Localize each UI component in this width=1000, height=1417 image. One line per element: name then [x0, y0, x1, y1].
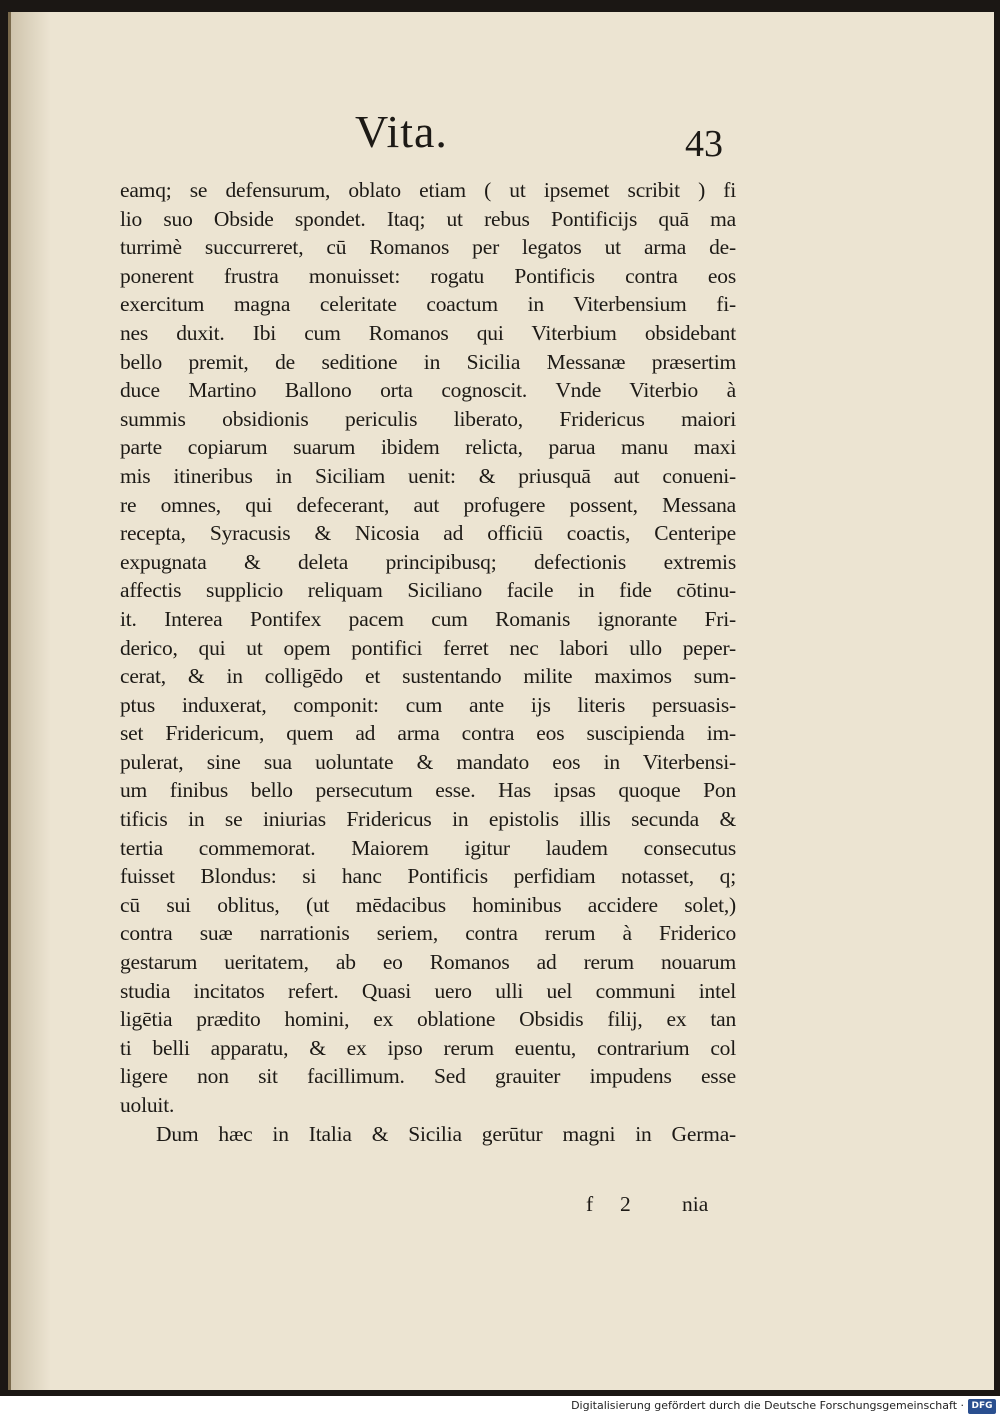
text-line: fuisset Blondus: si hanc Pontificis perfidiam notasset, q;: [120, 864, 736, 889]
running-head: Vita.: [355, 106, 448, 157]
text-line: gestarum ueritatem, ab eo Romanos ad rerum nouarum: [120, 950, 736, 975]
text-line: exercitum magna celeritate coactum in Viterbensium fi-: [120, 292, 736, 317]
text-line: tertia commemorat. Maiorem igitur laudem consecutus: [120, 835, 736, 860]
text-line: duce Martino Ballono orta cognoscit. Vnde Viterbio à: [120, 378, 736, 403]
text-line: turrimè succurreret, cū Romanos per legatos ut arma de-: [120, 235, 736, 260]
text-line: um finibus bello persecutum esse. Has ipsas quoque Pon: [120, 778, 736, 803]
text-line: cerat, & in colligēdo et sustentando milite maximos sum-: [120, 664, 736, 689]
text-line: contra suæ narrationis seriem, contra rerum à Friderico: [120, 921, 736, 946]
text-line: nes duxit. Ibi cum Romanos qui Viterbium obsidebant: [120, 320, 736, 345]
gutter-shadow: [11, 12, 51, 1390]
text-line: Dum hæc in Italia & Sicilia gerūtur magni in Germa-: [156, 1121, 736, 1146]
text-line: recepta, Syracusis & Nicosia ad officiū coactis, Centeripe: [120, 521, 736, 546]
text-line: pulerat, sine sua uoluntate & mandato eos in Viterbensi-: [120, 749, 736, 774]
funding-credit: Digitalisierung gefördert durch die Deutsche Forschungsgemeinschaft ·: [571, 1399, 964, 1412]
text-line: lio suo Obside spondet. Itaq; ut rebus Pontificijs quā ma: [120, 206, 736, 231]
text-line: tificis in se iniurias Fridericus in epistolis illis secunda &: [120, 807, 736, 832]
signature-number: 2: [620, 1192, 631, 1216]
text-line: bello premit, de seditione in Sicilia Messanæ præsertim: [120, 349, 736, 374]
signature-mark: f: [586, 1192, 594, 1216]
text-line: ponerent frustra monuisset: rogatu Pontificis contra eos: [120, 263, 736, 288]
text-line: ptus induxerat, componit: cum ante ijs literis persuasis-: [120, 692, 736, 717]
text-line: parte copiarum suarum ibidem relicta, parua manu maxi: [120, 435, 736, 460]
text-line: derico, qui ut opem pontifici ferret nec labori ullo peper-: [120, 635, 736, 660]
catchword: nia: [682, 1192, 709, 1216]
text-line: eamq; se defensurum, oblato etiam ( ut ipsemet scribit ) fi: [120, 178, 736, 202]
text-line: ligere non sit facillimum. Sed grauiter impudens esse: [120, 1064, 736, 1089]
text-line: ligētia prædito homini, ex oblatione Obsidis filij, ex tan: [120, 1007, 736, 1032]
text-block: [120, 176, 736, 1148]
text-line: affectis supplicio reliquam Siciliano facile in fide cōtinu-: [120, 578, 736, 603]
text-line: mis itineribus in Siciliam uenit: & priusquā aut conueni-: [120, 463, 736, 488]
text-line: ti belli apparatu, & ex ipso rerum euentu, contrarium col: [120, 1035, 736, 1060]
text-line: uoluit.: [120, 1093, 175, 1117]
text-line: re omnes, qui defecerant, aut profugere possent, Messana: [120, 492, 736, 517]
text-line: studia incitatos refert. Quasi uero ulli uel communi intel: [120, 978, 736, 1003]
text-line: summis obsidionis periculis liberato, Fridericus maiori: [120, 406, 736, 431]
text-line: it. Interea Pontifex pacem cum Romanis ignorante Fri-: [120, 606, 736, 631]
text-line: cū sui oblitus, (ut mēdacibus hominibus accidere solet,): [120, 892, 736, 917]
dfg-logo: DFG: [968, 1399, 996, 1414]
text-line: set Fridericum, quem ad arma contra eos suscipienda im-: [120, 721, 736, 746]
text-line: expugnata & deleta principibusq; defectionis extremis: [120, 549, 736, 574]
page-number: 43: [685, 123, 723, 165]
